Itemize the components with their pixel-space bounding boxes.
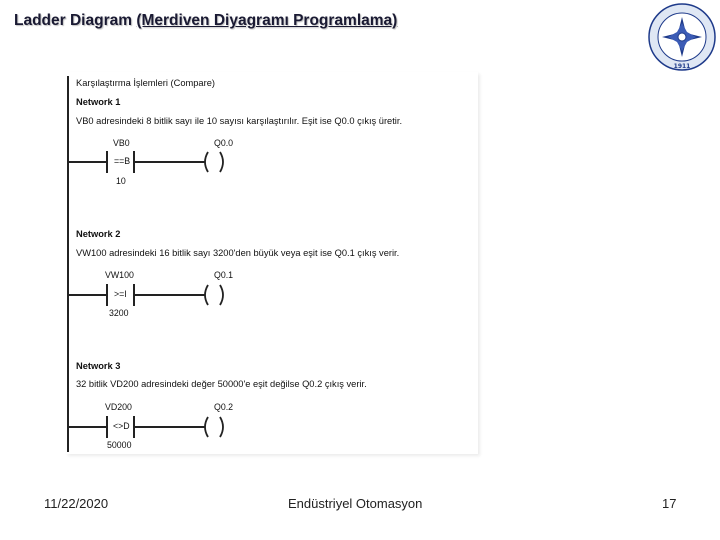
network-1-contact-address: VB0 [113, 138, 130, 148]
network-2-coil-address: Q0.1 [214, 270, 234, 280]
network-1-title: Network 1 [76, 97, 121, 107]
network-1-operator: ==B [114, 156, 131, 166]
university-logo [646, 2, 718, 72]
slide-title-underlined: (Merdiven Diyagramı Programlama) [136, 12, 398, 29]
network-1-wire-right [135, 161, 205, 163]
network-3-wire-right [135, 426, 205, 428]
power-rail [67, 76, 69, 452]
network-2-wire-left [69, 294, 106, 296]
network-3-compare-value: 50000 [107, 440, 132, 450]
footer-date: 11/22/2020 [44, 496, 109, 511]
network-3-contact-left [106, 416, 108, 438]
network-3-contact-address: VD200 [105, 402, 132, 412]
network-2-operator: >=I [114, 289, 127, 299]
network-1-wire-left [69, 161, 106, 163]
network-1-coil [202, 151, 226, 173]
network-1-coil-address: Q0.0 [214, 138, 234, 148]
network-2-description: VW100 adresindeki 16 bitlik sayı 3200'den büyük veya eşit ise Q0.1 çıkış verir. [76, 248, 400, 258]
footer-page-number: 17 [662, 496, 677, 511]
network-2-title: Network 2 [76, 229, 121, 239]
slide-title: Ladder Diagram (Merdiven Diyagramı Programlama) [14, 12, 398, 29]
network-2-contact-address: VW100 [105, 270, 134, 280]
ladder-diagram-panel [66, 72, 478, 454]
diagram-heading: Karşılaştırma İşlemleri (Compare) [76, 78, 215, 88]
network-3-title: Network 3 [76, 361, 121, 371]
network-3-coil [202, 416, 226, 438]
network-1-contact-left [106, 151, 108, 173]
logo-year: 1911 [673, 63, 691, 70]
network-2-wire-right [135, 294, 205, 296]
network-2-coil [202, 284, 226, 306]
footer-course: Endüstriyel Otomasyon [288, 496, 423, 511]
network-3-wire-left [69, 426, 106, 428]
network-3-description: 32 bitlik VD200 adresindeki değer 50000'e eşit değilse Q0.2 çıkış verir. [76, 379, 367, 389]
network-1-description: VB0 adresindeki 8 bitlik sayı ile 10 sayısı karşılaştırılır. Eşit ise Q0.0 çıkış üretir. [76, 116, 403, 126]
network-2-compare-value: 3200 [109, 308, 129, 318]
network-3-operator: <>D [113, 421, 130, 431]
network-1-compare-value: 10 [116, 176, 126, 186]
network-3-coil-address: Q0.2 [214, 402, 234, 412]
network-2-contact-left [106, 284, 108, 306]
